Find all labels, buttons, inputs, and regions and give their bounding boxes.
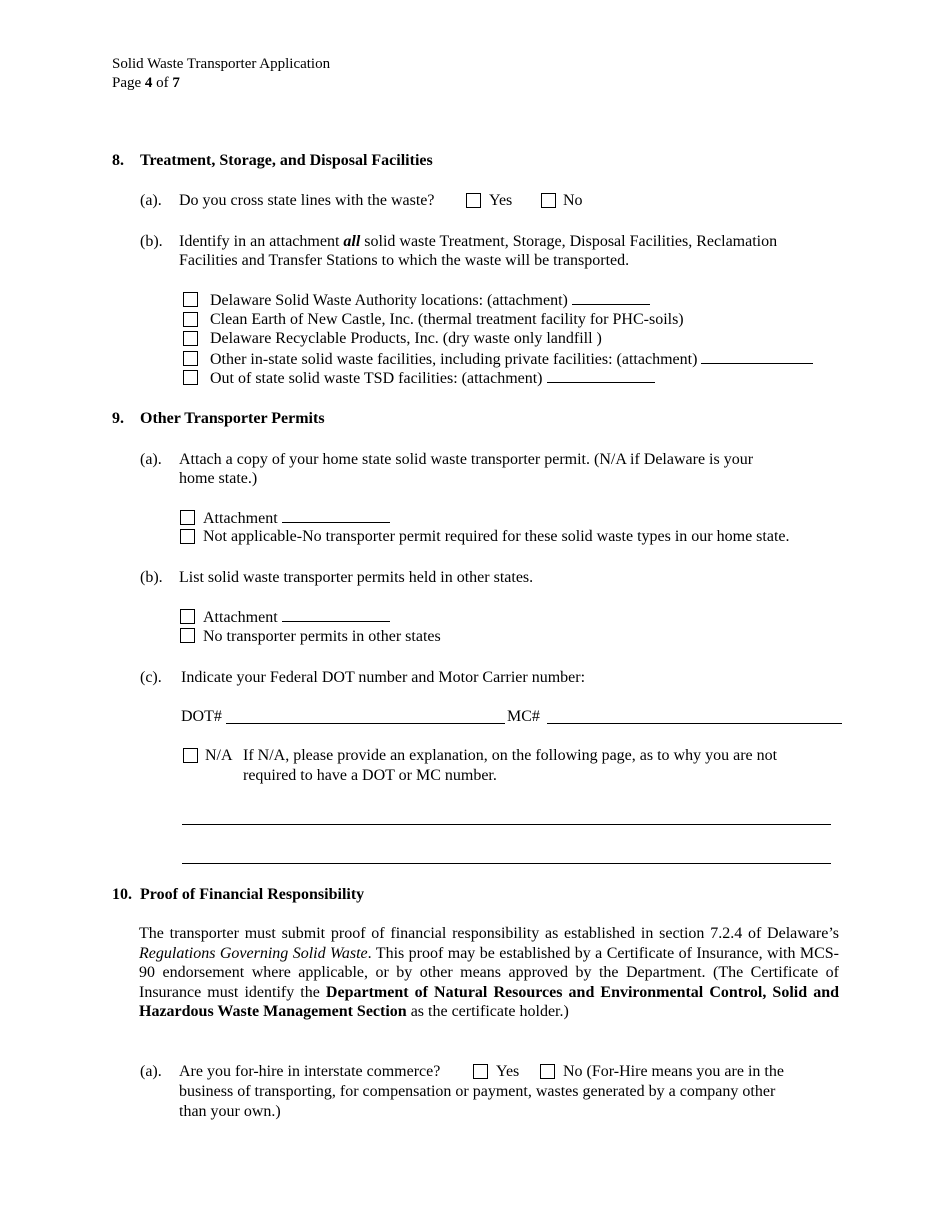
s10-a-label: (a). xyxy=(140,1063,162,1080)
s9-a-attachment xyxy=(203,508,390,528)
s9-a-line1: Attach a copy of your home state solid waste transporter permit. (N/A if Delaware is your xyxy=(179,451,754,468)
section-8-title: Treatment, Storage, and Disposal Facilities xyxy=(140,152,433,169)
section-9-number: 9. xyxy=(112,410,124,427)
s9-a-attachment-checkbox[interactable] xyxy=(180,510,195,525)
s8-b-line1 xyxy=(179,232,777,251)
s8-b-option-checkbox[interactable] xyxy=(183,370,198,385)
page-of: of xyxy=(152,75,173,91)
s9-b-attachment-blank[interactable] xyxy=(282,607,390,622)
s8-b-option-4 xyxy=(210,349,813,369)
mc-number-field[interactable] xyxy=(547,707,842,724)
s8-a-no-checkbox[interactable] xyxy=(541,193,556,208)
s8-a-label: (a). xyxy=(140,192,162,209)
s9-b-text: List solid waste transporter permits held in other states. xyxy=(179,569,534,586)
s9-a-not-applicable-checkbox[interactable] xyxy=(180,529,195,544)
s10-a-yes-checkbox[interactable] xyxy=(473,1064,488,1079)
s8-b-option-4-text: Other in-state solid waste facilities, including private facilities: (attachment) xyxy=(210,351,698,368)
page-indicator xyxy=(112,74,180,93)
s8-a-question: Do you cross state lines with the waste? xyxy=(179,192,435,209)
s9-b-attachment xyxy=(203,607,390,627)
s10-a-no-label: No (For-Hire means you are in the xyxy=(563,1063,784,1080)
s8-b-option-checkbox[interactable] xyxy=(183,331,198,346)
s10-a-no-checkbox[interactable] xyxy=(540,1064,555,1079)
s9-a-line2: home state.) xyxy=(179,470,258,487)
s8-b-option-checkbox[interactable] xyxy=(183,292,198,307)
s8-b-line2: Facilities and Transfer Stations to which the waste will be transported. xyxy=(179,252,630,269)
s9-a-attachment-blank[interactable] xyxy=(282,508,390,523)
s8-b-line1-post: solid waste Treatment, Storage, Disposal Facilities, Reclamation xyxy=(360,233,778,250)
explanation-line-1[interactable] xyxy=(182,824,831,825)
s10-a-yes-label: Yes xyxy=(496,1063,520,1080)
mc-label: MC# xyxy=(507,708,540,725)
s8-a-yes-label: Yes xyxy=(489,192,513,209)
s9-b-no-permits-label: No transporter permits in other states xyxy=(203,628,441,645)
s8-a-no-label: No xyxy=(563,192,583,209)
s8-b-option-5-blank[interactable] xyxy=(547,368,655,383)
s10-a-question: Are you for-hire in interstate commerce? xyxy=(179,1063,441,1080)
section-10-title: Proof of Financial Responsibility xyxy=(140,886,365,903)
page-prefix: Page xyxy=(112,75,145,91)
s8-b-option-1 xyxy=(210,290,650,310)
s10-a-line3: than your own.) xyxy=(179,1103,281,1120)
page-total: 7 xyxy=(172,75,180,91)
s8-b-line1-pre: Identify in an attachment xyxy=(179,233,344,250)
para-regulations-title: Regulations Governing Solid Waste xyxy=(139,944,368,962)
s8-b-option-1-blank[interactable] xyxy=(572,290,650,305)
s8-b-option-5 xyxy=(210,368,655,388)
section-10-number: 10. xyxy=(112,886,132,903)
s8-b-all-emphasis: all xyxy=(343,233,361,250)
section-8-number: 8. xyxy=(112,152,124,169)
s8-b-option-1-text: Delaware Solid Waste Authority locations: (attachment) xyxy=(210,292,568,309)
s9-c-label: (c). xyxy=(140,669,162,686)
s8-b-option-2: Clean Earth of New Castle, Inc. (thermal treatment facility for PHC-soils) xyxy=(210,311,684,328)
s9-c-text: Indicate your Federal DOT number and Motor Carrier number: xyxy=(181,669,586,686)
section-9-title: Other Transporter Permits xyxy=(140,410,325,427)
s10-a-line2: business of transporting, for compensation or payment, wastes generated by a company other xyxy=(179,1083,776,1100)
s9-b-label: (b). xyxy=(140,569,163,586)
s9-a-label: (a). xyxy=(140,451,162,468)
s9-b-attachment-checkbox[interactable] xyxy=(180,609,195,624)
doc-title: Solid Waste Transporter Application xyxy=(112,56,331,72)
s9-c-na-line1: If N/A, please provide an explanation, on the following page, as to why you are not xyxy=(243,747,778,764)
dot-label: DOT# xyxy=(181,708,222,725)
s8-b-option-checkbox[interactable] xyxy=(183,312,198,327)
dot-number-field[interactable] xyxy=(226,707,505,724)
s8-a-yes-checkbox[interactable] xyxy=(466,193,481,208)
s9-c-na-line2: required to have a DOT or MC number. xyxy=(243,767,497,784)
s8-b-label: (b). xyxy=(140,233,163,250)
s9-b-attachment-label: Attachment xyxy=(203,609,278,626)
s9-b-no-permits-checkbox[interactable] xyxy=(180,628,195,643)
s8-b-option-4-blank[interactable] xyxy=(701,349,813,364)
explanation-line-2[interactable] xyxy=(182,863,831,864)
s9-a-attachment-label: Attachment xyxy=(203,510,278,527)
s8-b-option-checkbox[interactable] xyxy=(183,351,198,366)
para-certificate-holder: Department of Natural Resources and Environmental Control, Solid and Hazardous Waste Management Section xyxy=(139,983,839,1020)
s9-a-not-applicable-label: Not applicable-No transporter permit required for these solid waste types in our home state. xyxy=(203,528,790,545)
s8-b-option-5-text: Out of state solid waste TSD facilities: (attachment) xyxy=(210,370,543,387)
para-part-1: The transporter must submit proof of financial responsibility as established in section 7.2.4 of Delaware’s xyxy=(139,925,839,942)
para-part-2: . This proof may be established by a Certificate of Insurance, with MCS-90 endorsement where applicable, or by other means approved by the Department. (The Certificate of Insurance must identify the xyxy=(139,944,840,1001)
s9-c-na-label: N/A xyxy=(205,747,233,764)
page-current: 4 xyxy=(144,75,153,91)
s8-b-option-3: Delaware Recyclable Products, Inc. (dry waste only landfill ) xyxy=(210,330,602,347)
s9-c-na-checkbox[interactable] xyxy=(183,748,198,763)
financial-responsibility-paragraph xyxy=(139,924,839,1022)
para-part-3: as the certificate holder.) xyxy=(406,1003,569,1020)
